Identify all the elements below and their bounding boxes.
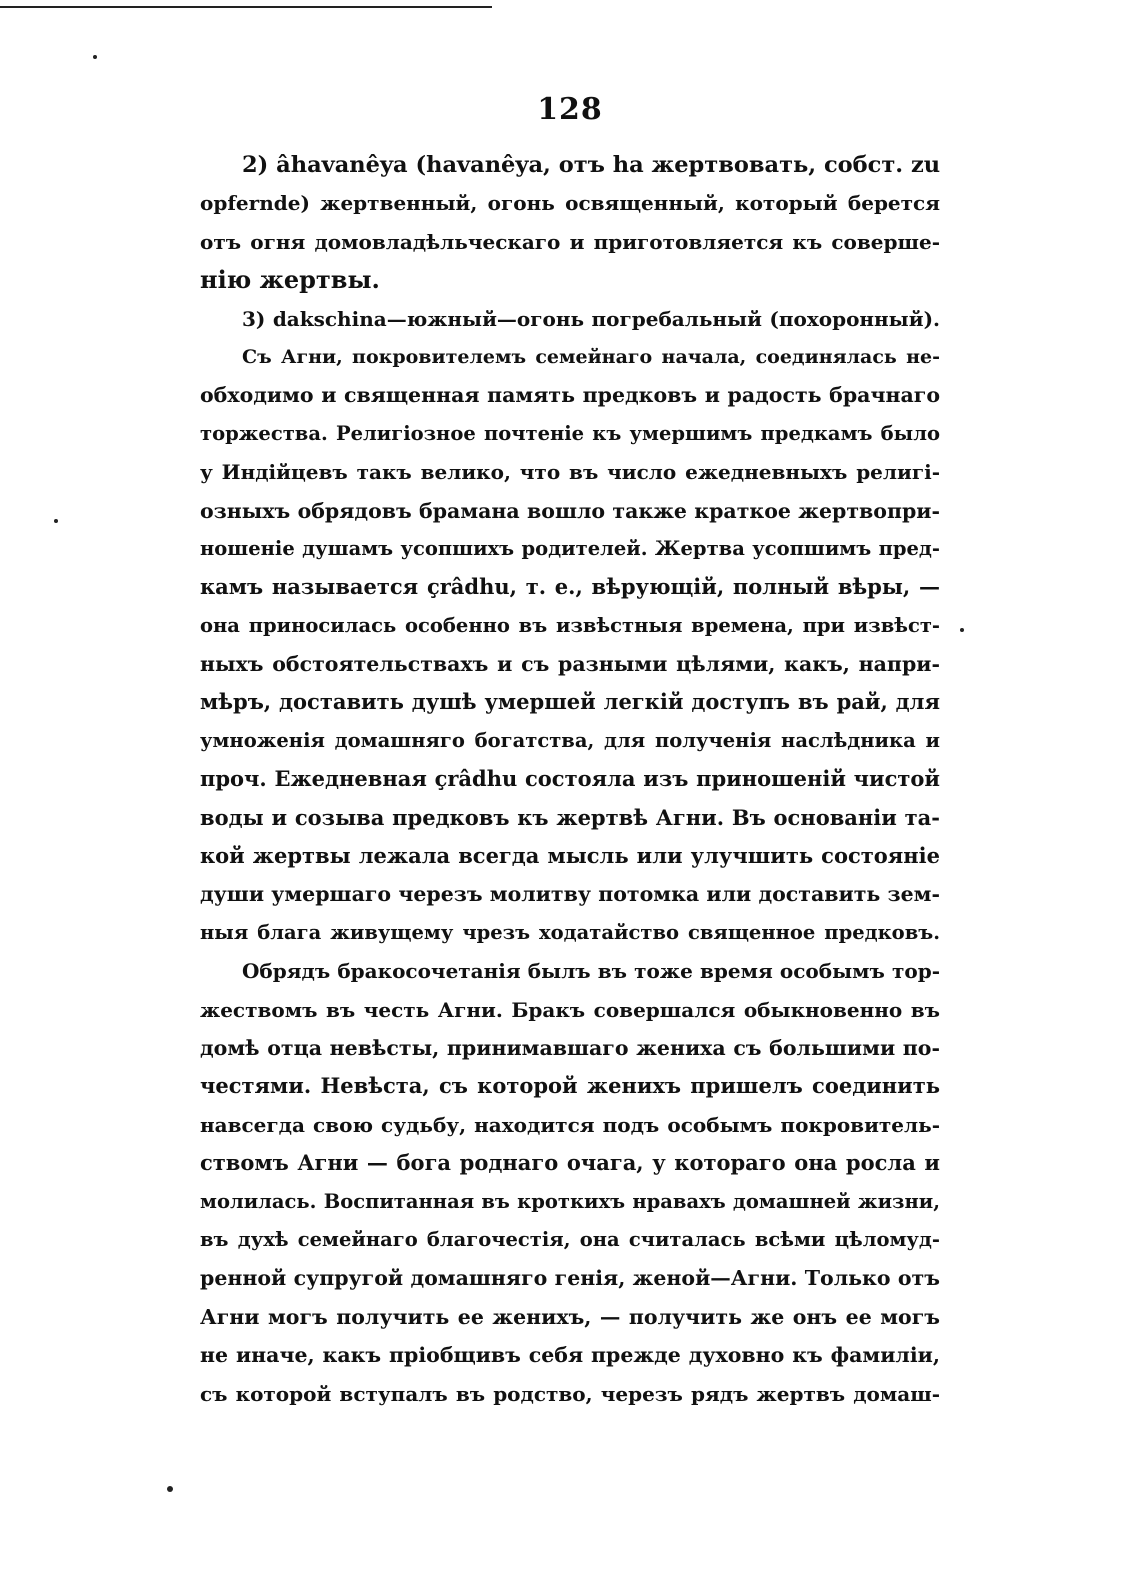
text-line: озныхъ обрядовъ брамана вошло также краткое жертвопри- bbox=[200, 498, 940, 523]
top-rule bbox=[0, 6, 492, 8]
text-line: въ духѣ семейнаго благочестія, она считалась всѣми цѣломуд- bbox=[200, 1227, 940, 1251]
text-line: 3) dakschina—южный—огонь погребальный (похоронный). bbox=[242, 306, 940, 331]
text-line: съ которой вступалъ въ родство, черезъ рядъ жертвъ домаш- bbox=[200, 1381, 940, 1406]
text-line: мѣръ, доставить душѣ умершей легкій доступъ въ рай, для bbox=[200, 689, 940, 715]
text-line: ствомъ Агни — бога роднаго очага, у котораго она росла и bbox=[200, 1150, 940, 1176]
text-line: торжества. Религіозное почтеніе къ умершимъ предкамъ было bbox=[200, 421, 940, 445]
text-line: умноженія домашняго богатства, для полученія наслѣдника и bbox=[200, 728, 940, 752]
text-line: кой жертвы лежала всегда мысль или улучшить состояніе bbox=[200, 843, 940, 869]
text-line: проч. Ежедневная çrâdhu состояла изъ приношеній чистой bbox=[200, 766, 940, 792]
text-line: камъ называется çrâdhu, т. е., вѣрующій, полный вѣры, — bbox=[200, 574, 940, 600]
text-line: молилась. Воспитанная въ кроткихъ нравахъ домашней жизни, bbox=[200, 1189, 940, 1213]
text-line: души умершаго черезъ молитву потомка или доставить зем- bbox=[200, 882, 940, 907]
text-line: ренной супругой домашняго генія, женой—Агни. Только отъ bbox=[200, 1266, 940, 1291]
text-line: ношеніе душамъ усопшихъ родителей. Жертва усопшимъ пред- bbox=[200, 536, 940, 560]
text-line: обходимо и священная память предковъ и радость брачнаго bbox=[200, 383, 940, 408]
text-line: 2) âhavanêya (havanêya, отъ ha жертвовать, собст. zu bbox=[242, 152, 940, 178]
text-line: opfernde) жертвенный, огонь освященный, который берется bbox=[200, 191, 940, 216]
text-line: домѣ отца невѣсты, принимавшаго жениха съ большими по- bbox=[200, 1035, 940, 1060]
text-line: нію жертвы. bbox=[200, 265, 380, 295]
ink-speck bbox=[93, 55, 97, 59]
text-line: у Индійцевъ такъ велико, что въ число ежедневныхъ религі- bbox=[200, 460, 940, 485]
text-line: жествомъ въ честь Агни. Бракъ совершался обыкновенно въ bbox=[200, 997, 940, 1022]
text-line: Обрядъ бракосочетанія былъ въ тоже время особымъ тор- bbox=[242, 959, 940, 984]
text-line: отъ огня домовладѣльческаго и приготовляется къ соверше- bbox=[200, 229, 940, 254]
body-text bbox=[200, 146, 940, 1413]
page-number: 128 bbox=[537, 92, 603, 127]
text-line: навсегда свою судьбу, находится подъ особымъ покровитель- bbox=[200, 1112, 940, 1137]
text-line: воды и созыва предковъ къ жертвѣ Агни. Въ основаніи та- bbox=[200, 804, 940, 830]
text-line: честями. Невѣста, съ которой женихъ пришелъ соединить bbox=[200, 1073, 940, 1099]
text-line: Агни могъ получить ее женихъ, — получить же онъ ее могъ bbox=[200, 1304, 940, 1329]
text-line: ныя блага живущему чрезъ ходатайство священное предковъ. bbox=[200, 920, 940, 944]
ink-speck bbox=[54, 519, 58, 523]
text-line: не иначе, какъ пріобщивъ себя прежде духовно къ фамиліи, bbox=[200, 1343, 940, 1368]
text-line: ныхъ обстоятельствахъ и съ разными цѣлями, какъ, напри- bbox=[200, 652, 940, 677]
ink-speck bbox=[167, 1486, 173, 1492]
text-line: Съ Агни, покровителемъ семейнаго начала, соединялась не- bbox=[242, 345, 940, 368]
ink-speck bbox=[960, 628, 964, 632]
text-line: она приносилась особенно въ извѣстныя времена, при извѣст- bbox=[200, 613, 940, 637]
